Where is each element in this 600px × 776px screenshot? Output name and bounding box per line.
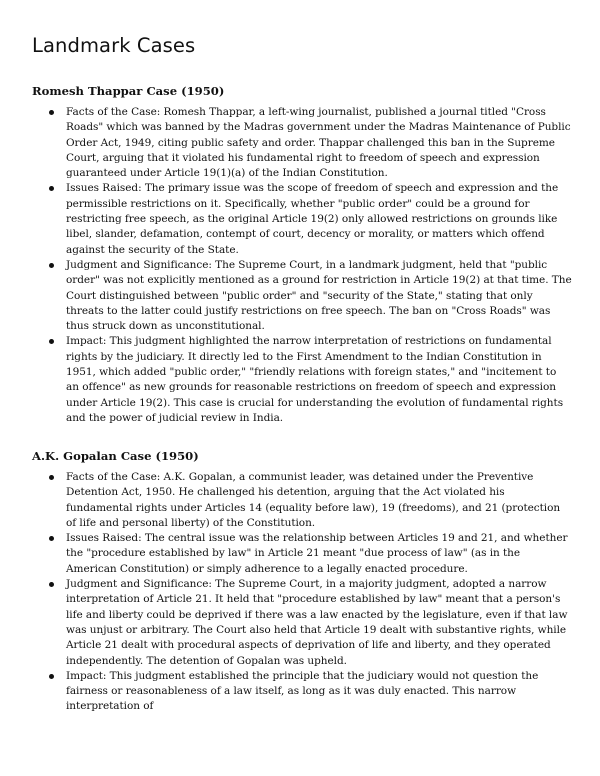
bullet-icon	[49, 339, 54, 344]
list-item	[32, 105, 572, 181]
list-item-text: Issues Raised: The primary issue was the scope of freedom of speech and expression and the permissible restrictions on it. Specifically, whether "public order" could be a ground for restricting free speech, as the original Article 19(2) only allowed restrictions on grounds like libel, slander, defamation, contempt of court, decency or morality, or matters which offend against the security of the State.	[66, 182, 559, 256]
list-item	[32, 258, 572, 334]
bullet-icon	[49, 186, 54, 191]
list-item	[32, 334, 572, 426]
list-item	[32, 577, 572, 669]
list-item-text: Impact: This judgment highlighted the narrow interpretation of restrictions on fundamental rights by the judiciary. It directly led to the First Amendment to the Indian Constitution in 1951, which added "public order," "friendly relations with foreign states," and "incitement to an offence" as new grounds for reasonable restrictions on freedom of speech and expression under Article 19(2). This case is crucial for understanding the evolution of fundamental rights and the power of judicial review in India.	[66, 335, 564, 424]
bullet-icon	[49, 110, 54, 115]
list-item-text: Impact: This judgment established the principle that the judiciary would not question the fairness or reasonableness of a law itself, as long as it was duly enacted. This narrow interpretation of	[66, 669, 539, 713]
page-title: Landmark Cases	[32, 34, 196, 57]
bullet-icon	[49, 536, 54, 541]
list-item	[32, 531, 572, 577]
bullet-icon	[49, 582, 54, 587]
list-item	[32, 181, 572, 257]
list-item	[32, 669, 572, 715]
section-heading: Romesh Thappar Case (1950)	[32, 84, 225, 98]
list-item-text: Facts of the Case: Romesh Thappar, a left-wing journalist, published a journal titled "Cross Roads" which was banned by the Madras government under the Madras Maintenance of Public Order Act, 1949, citing public safety and order. Thappar challenged this ban in the Supreme Court, arguing that it violated his fundamental right to freedom of speech and expression guaranteed under Article 19(1)(a) of the Indian Constitution.	[66, 106, 571, 180]
list-item	[32, 470, 572, 531]
section-ak-gopalan	[32, 448, 572, 715]
bullet-icon	[49, 674, 54, 679]
list-item-text: Judgment and Significance: The Supreme Court, in a majority judgment, adopted a narrow interpretation of Article 21. It held that "procedure established by law" meant that a person's life and liberty could be deprived if there was a law enacted by the legislature, even if that law was unjust or arbitrary. The Court also held that Article 19 dealt with substantive rights, while Article 21 dealt with procedural aspects of deprivation of life and liberty, and they operated independently. The detention of Gopalan was upheld.	[66, 578, 568, 667]
section-heading: A.K. Gopalan Case (1950)	[32, 449, 199, 463]
list-item-text: Facts of the Case: A.K. Gopalan, a communist leader, was detained under the Preventive Detention Act, 1950. He challenged his detention, arguing that the Act violated his fundamental rights under Articles 14 (equality before law), 19 (freedoms), and 21 (protection of life and personal liberty) of the Constitution.	[66, 471, 561, 529]
list-item-text: Issues Raised: The central issue was the relationship between Articles 19 and 21, and whether the "procedure established by law" in Article 21 meant "due process of law" (as in the American Constitution) or simply adherence to a legally enacted procedure.	[66, 532, 568, 575]
section-romesh-thappar	[32, 83, 572, 426]
list-item-text: Judgment and Significance: The Supreme Court, in a landmark judgment, held that "public order" was not explicitly mentioned as a ground for restriction in Article 19(2) at that time. The Court distinguished between "public order" and "security of the State," stating that only threats to the latter could justify restrictions on free speech. The ban on "Cross Roads" was thus struck down as unconstitutional.	[66, 258, 572, 333]
bullet-icon	[49, 475, 54, 480]
bullet-icon	[49, 263, 54, 268]
bullet-list	[32, 105, 572, 426]
bullet-list	[32, 470, 572, 715]
